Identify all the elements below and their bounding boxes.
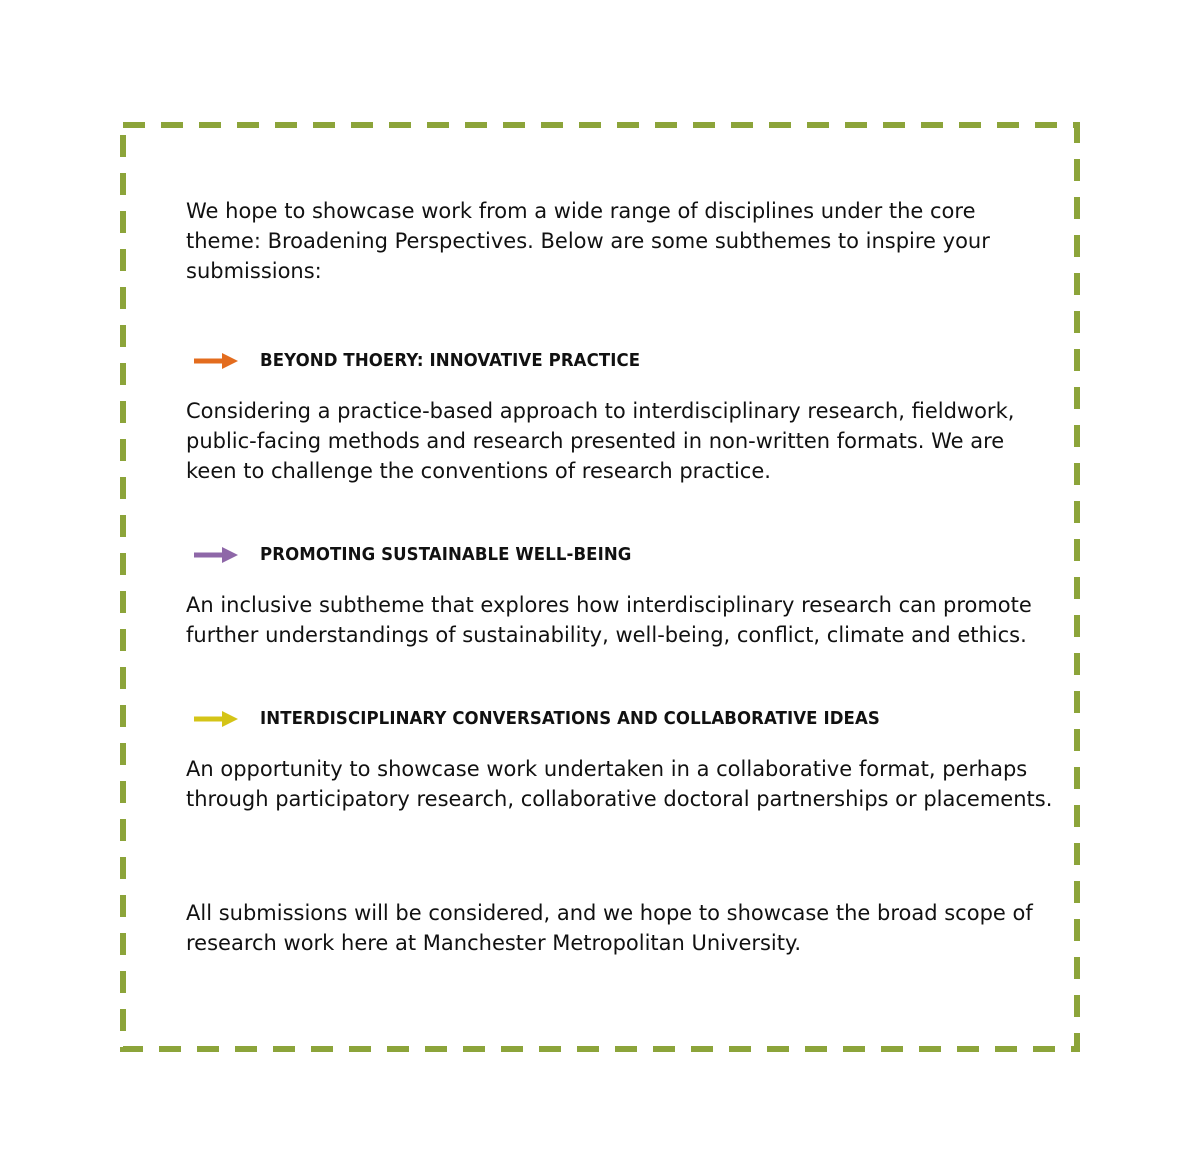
intro-paragraph: We hope to showcase work from a wide range of disciplines under the core theme: Broadening Perspectives. Below are some subthemes to inspire your submissions:: [186, 199, 990, 283]
arrow-right-icon: [194, 353, 238, 369]
subtheme-3: [186, 704, 1056, 814]
arrow-right-icon: [194, 711, 238, 727]
subtheme-3-title: INTERDISCIPLINARY CONVERSATIONS AND COLLABORATIVE IDEAS: [260, 708, 880, 729]
subtheme-1: [186, 346, 1056, 486]
subtheme-3-heading: [186, 704, 1056, 734]
subtheme-2-body: An inclusive subtheme that explores how interdisciplinary research can promote further understandings of sustainability, well-being, conflict, climate and ethics.: [186, 593, 1032, 647]
subtheme-2-title: PROMOTING SUSTAINABLE WELL-BEING: [260, 544, 632, 565]
arrow-right-icon: [194, 547, 238, 563]
subtheme-2-heading: [186, 540, 1056, 570]
subtheme-1-title: BEYOND THOERY: INNOVATIVE PRACTICE: [260, 350, 641, 371]
subtheme-3-body: An opportunity to showcase work undertaken in a collaborative format, perhaps through participatory research, collaborative doctoral partnerships or placements.: [186, 757, 1053, 811]
closing-paragraph: All submissions will be considered, and we hope to showcase the broad scope of research work here at Manchester Metropolitan University.: [186, 901, 1033, 955]
subtheme-1-heading: [186, 346, 1056, 376]
subtheme-2: [186, 540, 1056, 650]
subtheme-1-body: Considering a practice-based approach to interdisciplinary research, fieldwork, public-facing methods and research presented in non-written formats. We are keen to challenge the conventions of research practice.: [186, 399, 1015, 483]
